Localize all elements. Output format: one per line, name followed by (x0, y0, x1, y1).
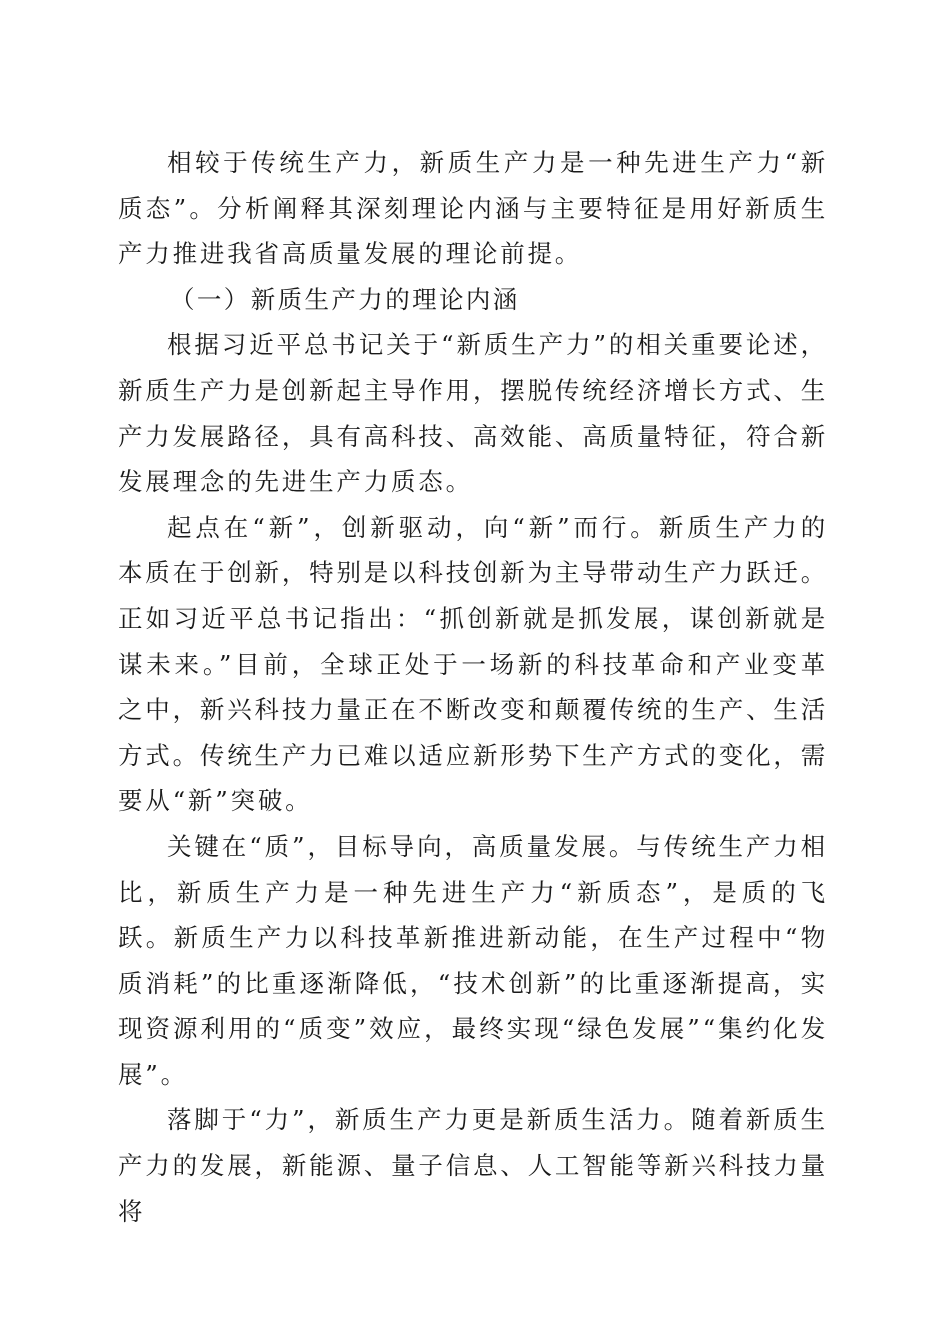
document-page (118, 140, 828, 1234)
definition-paragraph: 根据习近平总书记关于“新质生产力”的相关重要论述，新质生产力是创新起主导作用，摆脱传统经济增长方式、生产力发展路径，具有高科技、高效能、高质量特征，符合新发展理念的先进生产力质态。 (118, 330, 828, 497)
innovation-paragraph: 起点在“新”，创新驱动，向“新”而行。新质生产力的本质在于创新，特别是以科技创新为主导带动生产力跃迁。正如习近平总书记指出：“抓创新就是抓发展，谋创新就是谋未来。”目前，全球正处于一场新的科技革命和产业变革之中，新兴科技力量正在不断改变和颠覆传统的生产、生活方式。传统生产力已难以适应新形势下生产方式的变化，需要从“新”突破。 (118, 512, 828, 816)
quality-paragraph: 关键在“质”，目标导向，高质量发展。与传统生产力相比，新质生产力是一种先进生产力“新质态”，是质的飞跃。新质生产力以科技革新推进新动能，在生产过程中“物质消耗”的比重逐渐降低，“技术创新”的比重逐渐提高，实现资源利用的“质变”效应，最终实现“绿色发展”“集约化发展”。 (118, 831, 828, 1089)
section-heading: （一）新质生产力的理论内涵 (170, 284, 520, 314)
productivity-paragraph: 落脚于“力”，新质生产力更是新质生活力。随着新质生产力的发展，新能源、量子信息、人工智能等新兴科技力量将 (118, 1105, 828, 1226)
intro-paragraph: 相较于传统生产力，新质生产力是一种先进生产力“新质态”。分析阐释其深刻理论内涵与主要特征是用好新质生产力推进我省高质量发展的理论前提。 (118, 148, 828, 269)
